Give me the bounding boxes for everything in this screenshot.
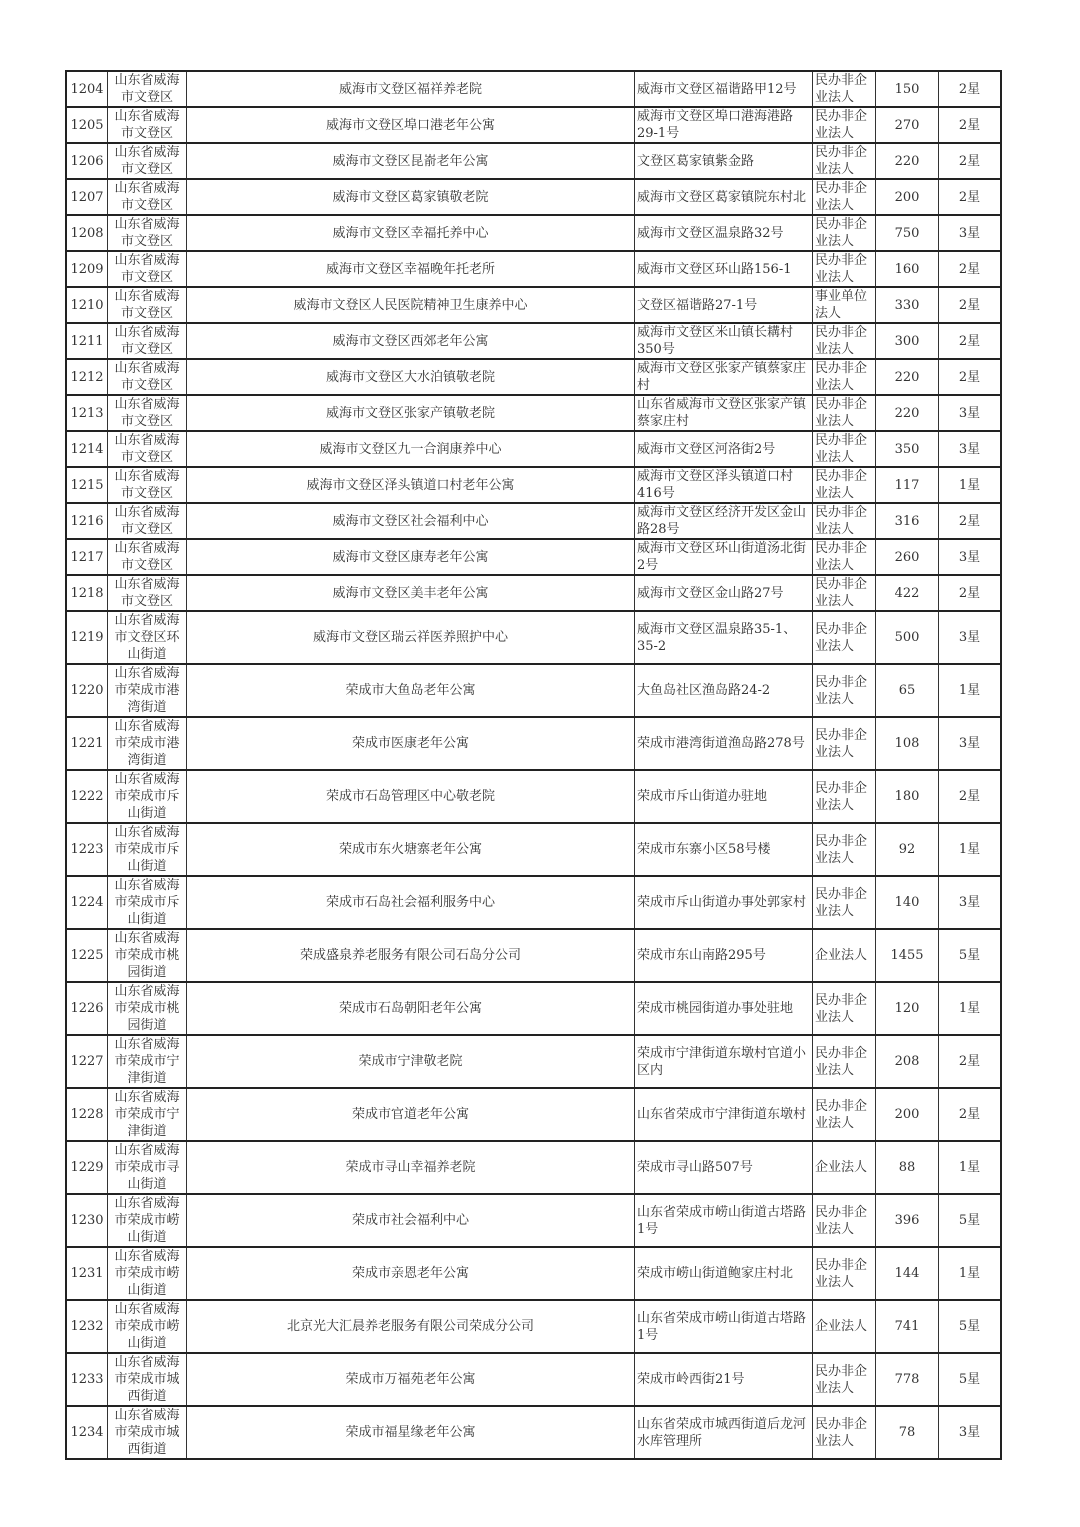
institution-name-cell: 荣成市寻山幸福养老院 [187,1141,635,1194]
address-cell: 威海市文登区米山镇长耩村350号 [635,323,813,359]
star-rating-cell: 2星 [939,287,1002,323]
legal-type-cell: 事业单位法人 [813,287,876,323]
table-row [66,1088,1001,1141]
legal-type-cell: 民办非企业法人 [813,323,876,359]
legal-type-cell: 民办非企业法人 [813,664,876,717]
row-number: 1229 [66,1141,108,1194]
table-row [66,359,1001,395]
address-cell: 威海市文登区埠口港海港路29-1号 [635,107,813,143]
legal-type-cell: 民办非企业法人 [813,575,876,611]
legal-type-cell: 民办非企业法人 [813,1406,876,1459]
table-row [66,1300,1001,1353]
location-cell: 山东省威海市文登区 [108,251,187,287]
bed-count-cell: 65 [876,664,939,717]
row-number: 1223 [66,823,108,876]
elderly-care-institution-table [65,70,1002,1460]
star-rating-cell: 3星 [939,215,1002,251]
table-row [66,215,1001,251]
bed-count-cell: 330 [876,287,939,323]
address-cell: 威海市文登区葛家镇院东村北 [635,179,813,215]
institution-name-cell: 威海市文登区幸福托养中心 [187,215,635,251]
institution-name-cell: 荣成市石岛朝阳老年公寓 [187,982,635,1035]
location-cell: 山东省威海市文登区 [108,359,187,395]
star-rating-cell: 5星 [939,1300,1002,1353]
row-number: 1219 [66,611,108,664]
bed-count-cell: 778 [876,1353,939,1406]
address-cell: 大鱼岛社区渔岛路24-2 [635,664,813,717]
address-cell: 荣成市斥山街道办驻地 [635,770,813,823]
legal-type-cell: 民办非企业法人 [813,1088,876,1141]
legal-type-cell: 民办非企业法人 [813,876,876,929]
address-cell: 威海市文登区环山街道汤北街2号 [635,539,813,575]
row-number: 1212 [66,359,108,395]
institution-name-cell: 威海市文登区埠口港老年公寓 [187,107,635,143]
star-rating-cell: 2星 [939,503,1002,539]
bed-count-cell: 208 [876,1035,939,1088]
institution-name-cell: 荣成市石岛管理区中心敬老院 [187,770,635,823]
row-number: 1222 [66,770,108,823]
bed-count-cell: 220 [876,143,939,179]
bed-count-cell: 78 [876,1406,939,1459]
legal-type-cell: 民办非企业法人 [813,1035,876,1088]
location-cell: 山东省威海市文登区 [108,107,187,143]
institution-name-cell: 荣成市万福苑老年公寓 [187,1353,635,1406]
star-rating-cell: 2星 [939,107,1002,143]
legal-type-cell: 企业法人 [813,929,876,982]
location-cell: 山东省威海市文登区 [108,431,187,467]
bed-count-cell: 120 [876,982,939,1035]
row-number: 1207 [66,179,108,215]
table-row [66,287,1001,323]
institution-name-cell: 荣成盛泉养老服务有限公司石岛分公司 [187,929,635,982]
location-cell: 山东省威海市荣成市寻山街道 [108,1141,187,1194]
address-cell: 威海市文登区河洛街2号 [635,431,813,467]
bed-count-cell: 117 [876,467,939,503]
location-cell: 山东省威海市荣成市崂山街道 [108,1247,187,1300]
row-number: 1208 [66,215,108,251]
bed-count-cell: 422 [876,575,939,611]
row-number: 1214 [66,431,108,467]
institution-name-cell: 荣成市福星缘老年公寓 [187,1406,635,1459]
row-number: 1209 [66,251,108,287]
address-cell: 山东省荣成市崂山街道古塔路1号 [635,1300,813,1353]
table-row [66,539,1001,575]
bed-count-cell: 741 [876,1300,939,1353]
table-row [66,431,1001,467]
institution-name-cell: 荣成市官道老年公寓 [187,1088,635,1141]
location-cell: 山东省威海市荣成市桃园街道 [108,929,187,982]
bed-count-cell: 88 [876,1141,939,1194]
address-cell: 荣成市东山南路295号 [635,929,813,982]
row-number: 1220 [66,664,108,717]
bed-count-cell: 270 [876,107,939,143]
legal-type-cell: 民办非企业法人 [813,503,876,539]
row-number: 1226 [66,982,108,1035]
star-rating-cell: 3星 [939,876,1002,929]
star-rating-cell: 1星 [939,467,1002,503]
institution-name-cell: 威海市文登区葛家镇敬老院 [187,179,635,215]
table-row [66,770,1001,823]
table-row [66,179,1001,215]
legal-type-cell: 民办非企业法人 [813,717,876,770]
row-number: 1233 [66,1353,108,1406]
address-cell: 威海市文登区温泉路32号 [635,215,813,251]
row-number: 1228 [66,1088,108,1141]
star-rating-cell: 2星 [939,179,1002,215]
table-row [66,823,1001,876]
bed-count-cell: 160 [876,251,939,287]
bed-count-cell: 260 [876,539,939,575]
address-cell: 山东省威海市文登区张家产镇蔡家庄村 [635,395,813,431]
legal-type-cell: 民办非企业法人 [813,539,876,575]
table-row [66,929,1001,982]
row-number: 1204 [66,71,108,107]
institution-name-cell: 威海市文登区康寿老年公寓 [187,539,635,575]
legal-type-cell: 民办非企业法人 [813,611,876,664]
address-cell: 威海市文登区温泉路35-1、35-2 [635,611,813,664]
star-rating-cell: 3星 [939,717,1002,770]
row-number: 1225 [66,929,108,982]
institution-name-cell: 荣成市石岛社会福利服务中心 [187,876,635,929]
bed-count-cell: 180 [876,770,939,823]
institution-name-cell: 威海市文登区社会福利中心 [187,503,635,539]
row-number: 1218 [66,575,108,611]
address-cell: 荣成市港湾街道渔岛路278号 [635,717,813,770]
address-cell: 威海市文登区福谐路甲12号 [635,71,813,107]
table-row [66,1035,1001,1088]
legal-type-cell: 民办非企业法人 [813,431,876,467]
legal-type-cell: 民办非企业法人 [813,215,876,251]
table-row [66,71,1001,107]
table-row [66,395,1001,431]
table-row [66,717,1001,770]
location-cell: 山东省威海市文登区 [108,215,187,251]
bed-count-cell: 220 [876,395,939,431]
legal-type-cell: 民办非企业法人 [813,179,876,215]
institution-name-cell: 威海市文登区瑞云祥医养照护中心 [187,611,635,664]
institution-name-cell: 威海市文登区泽头镇道口村老年公寓 [187,467,635,503]
institution-name-cell: 荣成市亲恩老年公寓 [187,1247,635,1300]
star-rating-cell: 3星 [939,431,1002,467]
bed-count-cell: 200 [876,179,939,215]
address-cell: 荣成市岭西街21号 [635,1353,813,1406]
institution-name-cell: 威海市文登区西郊老年公寓 [187,323,635,359]
location-cell: 山东省威海市文登区 [108,503,187,539]
table-row [66,876,1001,929]
location-cell: 山东省威海市荣成市宁津街道 [108,1035,187,1088]
address-cell: 文登区福谐路27-1号 [635,287,813,323]
star-rating-cell: 3星 [939,611,1002,664]
row-number: 1217 [66,539,108,575]
address-cell: 山东省荣成市城西街道后龙河水库管理所 [635,1406,813,1459]
star-rating-cell: 2星 [939,1035,1002,1088]
institution-name-cell: 荣成市东火塘寨老年公寓 [187,823,635,876]
legal-type-cell: 民办非企业法人 [813,251,876,287]
table-row [66,503,1001,539]
legal-type-cell: 民办非企业法人 [813,467,876,503]
star-rating-cell: 3星 [939,539,1002,575]
table-row [66,982,1001,1035]
star-rating-cell: 1星 [939,1247,1002,1300]
row-number: 1231 [66,1247,108,1300]
star-rating-cell: 1星 [939,664,1002,717]
legal-type-cell: 民办非企业法人 [813,107,876,143]
location-cell: 山东省威海市荣成市城西街道 [108,1406,187,1459]
institution-name-cell: 威海市文登区大水泊镇敬老院 [187,359,635,395]
table-row [66,1141,1001,1194]
table-row [66,1194,1001,1247]
location-cell: 山东省威海市文登区 [108,143,187,179]
address-cell: 荣成市东寨小区58号楼 [635,823,813,876]
location-cell: 山东省威海市文登区 [108,467,187,503]
location-cell: 山东省威海市文登区环山街道 [108,611,187,664]
legal-type-cell: 民办非企业法人 [813,1353,876,1406]
legal-type-cell: 民办非企业法人 [813,71,876,107]
location-cell: 山东省威海市荣成市港湾街道 [108,717,187,770]
location-cell: 山东省威海市荣成市宁津街道 [108,1088,187,1141]
institution-name-cell: 威海市文登区美丰老年公寓 [187,575,635,611]
address-cell: 荣成市崂山街道鲍家庄村北 [635,1247,813,1300]
row-number: 1224 [66,876,108,929]
institution-name-cell: 威海市文登区九一合润康养中心 [187,431,635,467]
row-number: 1211 [66,323,108,359]
table-row [66,575,1001,611]
address-cell: 荣成市寻山路507号 [635,1141,813,1194]
star-rating-cell: 1星 [939,982,1002,1035]
row-number: 1213 [66,395,108,431]
legal-type-cell: 民办非企业法人 [813,982,876,1035]
table-row [66,251,1001,287]
address-cell: 威海市文登区泽头镇道口村416号 [635,467,813,503]
address-cell: 山东省荣成市崂山街道古塔路1号 [635,1194,813,1247]
address-cell: 山东省荣成市宁津街道东墩村 [635,1088,813,1141]
star-rating-cell: 2星 [939,323,1002,359]
address-cell: 文登区葛家镇紫金路 [635,143,813,179]
legal-type-cell: 民办非企业法人 [813,359,876,395]
bed-count-cell: 750 [876,215,939,251]
institution-name-cell: 荣成市社会福利中心 [187,1194,635,1247]
row-number: 1215 [66,467,108,503]
institution-name-cell: 威海市文登区张家产镇敬老院 [187,395,635,431]
location-cell: 山东省威海市荣成市桃园街道 [108,982,187,1035]
legal-type-cell: 企业法人 [813,1141,876,1194]
table-row [66,107,1001,143]
bed-count-cell: 92 [876,823,939,876]
bed-count-cell: 200 [876,1088,939,1141]
star-rating-cell: 2星 [939,71,1002,107]
location-cell: 山东省威海市荣成市斥山街道 [108,823,187,876]
star-rating-cell: 1星 [939,1141,1002,1194]
bed-count-cell: 150 [876,71,939,107]
row-number: 1216 [66,503,108,539]
address-cell: 威海市文登区张家产镇蔡家庄村 [635,359,813,395]
bed-count-cell: 350 [876,431,939,467]
address-cell: 荣成市桃园街道办事处驻地 [635,982,813,1035]
row-number: 1210 [66,287,108,323]
institution-name-cell: 威海市文登区人民医院精神卫生康养中心 [187,287,635,323]
row-number: 1206 [66,143,108,179]
address-cell: 荣成市宁津街道东墩村官道小区内 [635,1035,813,1088]
location-cell: 山东省威海市文登区 [108,179,187,215]
table-row [66,323,1001,359]
star-rating-cell: 3星 [939,1406,1002,1459]
address-cell: 威海市文登区金山路27号 [635,575,813,611]
location-cell: 山东省威海市文登区 [108,395,187,431]
location-cell: 山东省威海市文登区 [108,71,187,107]
bed-count-cell: 500 [876,611,939,664]
table-row [66,664,1001,717]
table-row [66,467,1001,503]
table-row [66,1353,1001,1406]
address-cell: 威海市文登区环山路156-1 [635,251,813,287]
location-cell: 山东省威海市荣成市崂山街道 [108,1194,187,1247]
star-rating-cell: 5星 [939,1353,1002,1406]
institution-name-cell: 威海市文登区福祥养老院 [187,71,635,107]
table-row [66,611,1001,664]
legal-type-cell: 民办非企业法人 [813,1247,876,1300]
star-rating-cell: 2星 [939,1088,1002,1141]
row-number: 1221 [66,717,108,770]
institution-name-cell: 荣成市医康老年公寓 [187,717,635,770]
star-rating-cell: 2星 [939,251,1002,287]
institution-name-cell: 威海市文登区昆嵛老年公寓 [187,143,635,179]
bed-count-cell: 140 [876,876,939,929]
star-rating-cell: 1星 [939,823,1002,876]
legal-type-cell: 民办非企业法人 [813,395,876,431]
legal-type-cell: 民办非企业法人 [813,823,876,876]
location-cell: 山东省威海市荣成市斥山街道 [108,876,187,929]
row-number: 1234 [66,1406,108,1459]
institution-name-cell: 荣成市宁津敬老院 [187,1035,635,1088]
legal-type-cell: 民办非企业法人 [813,143,876,179]
institution-name-cell: 荣成市大鱼岛老年公寓 [187,664,635,717]
bed-count-cell: 396 [876,1194,939,1247]
star-rating-cell: 5星 [939,1194,1002,1247]
institution-name-cell: 北京光大汇晨养老服务有限公司荣成分公司 [187,1300,635,1353]
location-cell: 山东省威海市荣成市港湾街道 [108,664,187,717]
row-number: 1230 [66,1194,108,1247]
location-cell: 山东省威海市荣成市斥山街道 [108,770,187,823]
bed-count-cell: 144 [876,1247,939,1300]
institution-name-cell: 威海市文登区幸福晚年托老所 [187,251,635,287]
bed-count-cell: 108 [876,717,939,770]
star-rating-cell: 2星 [939,575,1002,611]
star-rating-cell: 2星 [939,143,1002,179]
row-number: 1227 [66,1035,108,1088]
table-row [66,143,1001,179]
address-cell: 荣成市斥山街道办事处郭家村 [635,876,813,929]
row-number: 1232 [66,1300,108,1353]
star-rating-cell: 2星 [939,770,1002,823]
star-rating-cell: 3星 [939,395,1002,431]
table-row [66,1406,1001,1459]
location-cell: 山东省威海市文登区 [108,539,187,575]
location-cell: 山东省威海市荣成市城西街道 [108,1353,187,1406]
location-cell: 山东省威海市文登区 [108,323,187,359]
location-cell: 山东省威海市文登区 [108,287,187,323]
star-rating-cell: 2星 [939,359,1002,395]
star-rating-cell: 5星 [939,929,1002,982]
legal-type-cell: 民办非企业法人 [813,1194,876,1247]
table-body [66,71,1001,1459]
row-number: 1205 [66,107,108,143]
address-cell: 威海市文登区经济开发区金山路28号 [635,503,813,539]
bed-count-cell: 1455 [876,929,939,982]
bed-count-cell: 220 [876,359,939,395]
legal-type-cell: 民办非企业法人 [813,770,876,823]
location-cell: 山东省威海市文登区 [108,575,187,611]
bed-count-cell: 300 [876,323,939,359]
bed-count-cell: 316 [876,503,939,539]
legal-type-cell: 企业法人 [813,1300,876,1353]
location-cell: 山东省威海市荣成市崂山街道 [108,1300,187,1353]
table-row [66,1247,1001,1300]
